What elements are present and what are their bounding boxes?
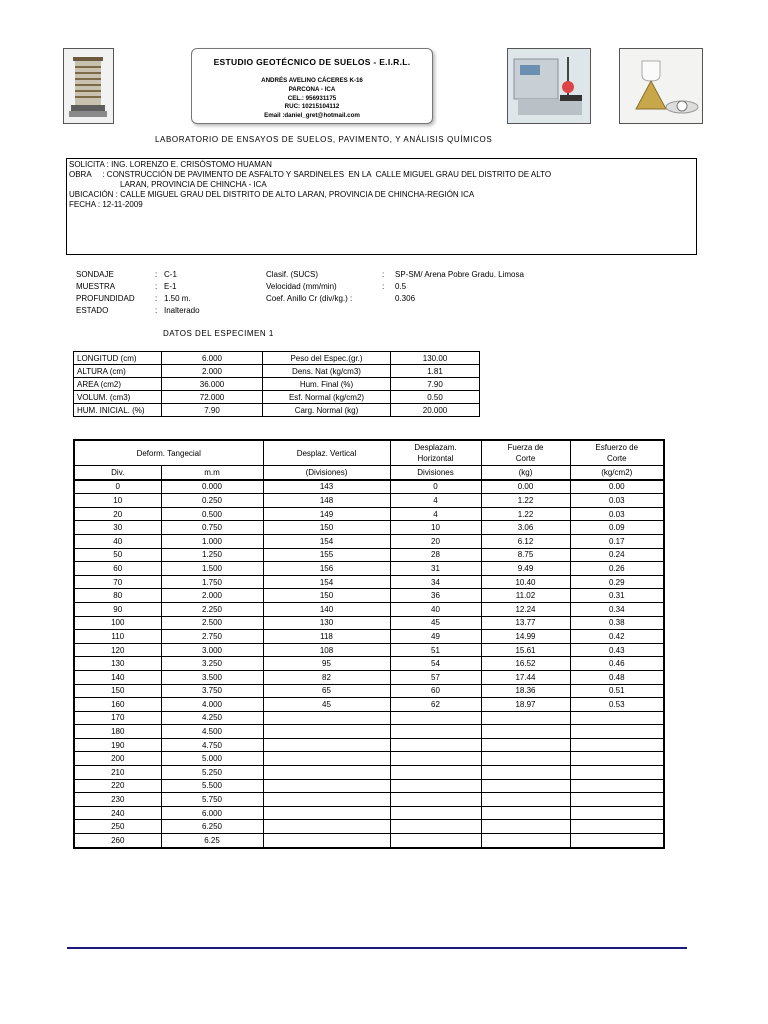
table-cell: 4.250 [161,711,263,725]
specimen-cell: 130.00 [391,352,480,365]
table-cell: 1.250 [161,548,263,562]
table-cell [263,779,390,793]
table-cell [263,793,390,807]
solicita-line: SOLICITA : ING. LORENZO E. CRISÓSTOMO HUAMAN [69,160,272,169]
table-cell: 60 [74,562,161,576]
company-ruc: RUC: 10215104112 [284,103,340,111]
table-row [74,806,664,820]
table-cell: 200 [74,752,161,766]
table-cell: 13.77 [481,616,570,630]
table-cell: 12.24 [481,602,570,616]
table-cell [263,725,390,739]
table-cell [481,834,570,848]
unit-divisiones-horizontal: Divisiones [390,466,481,480]
coef-label: Coef. Anillo Cr (div/kg.) : [266,294,353,303]
table-row [74,738,664,752]
specimen-cell: LONGITUD (cm) [74,352,162,365]
table-cell: 0.00 [481,480,570,494]
table-row [74,779,664,793]
table-cell: 34 [390,575,481,589]
obra-line-2: LARAN, PROVINCIA DE CHINCHA - ICA [120,180,267,189]
table-cell: 6.000 [161,806,263,820]
cone-apparatus-photo [619,48,703,124]
table-cell: 154 [263,534,390,548]
table-cell [390,725,481,739]
ubicacion-line: UBICACIÓN : CALLE MIGUEL GRAU DEL DISTRITO DE ALTO LARAN, PROVINCIA DE CHINCHA-REGIÓN ICA [69,190,475,199]
table-row [74,725,664,739]
unit-mm: m.m [161,466,263,480]
table-cell: 0.03 [570,494,664,508]
table-cell: 50 [74,548,161,562]
table-cell: 130 [263,616,390,630]
table-cell: 154 [263,575,390,589]
table-cell: 260 [74,834,161,848]
specimen-cell: Hum. Final (%) [263,378,391,391]
table-row [74,480,664,494]
table-cell: 6.12 [481,534,570,548]
velocidad-colon: : [382,282,385,291]
table-cell: 100 [74,616,161,630]
specimen-row [74,352,480,365]
table-row [74,589,664,603]
muestra-label: MUESTRA [76,282,116,291]
specimen-table [73,351,480,417]
table-cell [390,779,481,793]
table-cell [481,738,570,752]
table-cell: 0.750 [161,521,263,535]
profundidad-colon: : [155,294,158,303]
specimen-cell: AREA (cm2) [74,378,162,391]
table-cell: 10.40 [481,575,570,589]
table-cell: 10 [74,494,161,508]
table-row [74,657,664,671]
table-cell: 190 [74,738,161,752]
table-row [74,630,664,644]
header-desplaz-horizontal: Desplazam. Horizontal [390,440,481,466]
table-cell: 3.250 [161,657,263,671]
table-row [74,752,664,766]
table-cell: 2.000 [161,589,263,603]
velocidad-value: 0.5 [395,282,407,291]
table-row [74,684,664,698]
velocidad-label: Velocidad (mm/min) [266,282,337,291]
muestra-value: E-1 [164,282,177,291]
table-cell: 45 [390,616,481,630]
table-cell: 9.49 [481,562,570,576]
specimen-cell: 6.000 [162,352,263,365]
specimen-cell: 36.000 [162,378,263,391]
header-esfuerzo-corte: Esfuerzo de Corte [570,440,664,466]
company-header [191,48,433,124]
unit-div: Div. [74,466,161,480]
sondaje-colon: : [155,270,158,279]
table-cell: 1.500 [161,562,263,576]
table-cell: 250 [74,820,161,834]
table-cell: 0.000 [161,480,263,494]
table-cell: 18.97 [481,698,570,712]
table-cell: 4.750 [161,738,263,752]
specimen-cell: 7.90 [162,404,263,417]
header-deform-tangecial: Deform. Tangecial [74,440,263,466]
table-cell: 14.99 [481,630,570,644]
shear-data-table [73,439,665,849]
table-cell [481,806,570,820]
table-cell: 0.42 [570,630,664,644]
table-cell [481,820,570,834]
table-cell: 150 [74,684,161,698]
company-phone: CEL.: 956931175 [287,94,337,102]
table-cell: 0 [74,480,161,494]
table-cell: 0.46 [570,657,664,671]
table-row [74,698,664,712]
table-cell: 1.000 [161,534,263,548]
table-cell: 3.500 [161,670,263,684]
specimen-cell: 72.000 [162,391,263,404]
table-cell [263,806,390,820]
table-cell [390,738,481,752]
table-cell: 0.29 [570,575,664,589]
table-row [74,616,664,630]
table-cell: 155 [263,548,390,562]
table-cell: 4.000 [161,698,263,712]
table-cell [570,793,664,807]
specimen-cell: 0.50 [391,391,480,404]
table-cell [481,725,570,739]
table-cell: 143 [263,480,390,494]
company-name: ESTUDIO GEOTÉCNICO DE SUELOS - E.I.R.L. [213,57,411,67]
table-cell: 2.500 [161,616,263,630]
specimen-row [74,378,480,391]
table-cell [570,725,664,739]
table-cell [390,806,481,820]
table-cell: 45 [263,698,390,712]
table-cell: 3.000 [161,643,263,657]
table-cell: 2.250 [161,602,263,616]
table-cell: 0.26 [570,562,664,576]
table-cell: 31 [390,562,481,576]
table-cell: 0.17 [570,534,664,548]
specimen-cell: 1.81 [391,365,480,378]
table-cell [390,793,481,807]
table-cell: 140 [263,602,390,616]
table-cell: 11.02 [481,589,570,603]
specimen-row [74,391,480,404]
table-cell [570,752,664,766]
table-cell: 16.52 [481,657,570,671]
table-cell: 54 [390,657,481,671]
table-cell: 4 [390,507,481,521]
table-cell: 17.44 [481,670,570,684]
table-cell: 210 [74,766,161,780]
table-cell: 36 [390,589,481,603]
table-cell [263,766,390,780]
specimen-cell: Esf. Normal (kg/cm2) [263,391,391,404]
table-cell: 130 [74,657,161,671]
sondaje-label: SONDAJE [76,270,114,279]
lab-equipment-photo [507,48,591,124]
table-row [74,670,664,684]
table-cell: 40 [390,602,481,616]
table-cell: 65 [263,684,390,698]
table-cell: 6.25 [161,834,263,848]
table-cell [263,752,390,766]
specimen-cell: 2.000 [162,365,263,378]
table-cell: 8.75 [481,548,570,562]
table-cell [570,806,664,820]
table-row [74,548,664,562]
table-cell: 51 [390,643,481,657]
lab-title: LABORATORIO DE ENSAYOS DE SUELOS, PAVIMENTO, Y ANÁLISIS QUÍMICOS [155,135,493,144]
table-cell [570,738,664,752]
unit-kg: (kg) [481,466,570,480]
table-cell [570,711,664,725]
table-cell: 0.48 [570,670,664,684]
table-cell [481,793,570,807]
table-cell: 1.22 [481,494,570,508]
header-fuerza-corte: Fuerza de Corte [481,440,570,466]
table-cell: 6.250 [161,820,263,834]
table-cell [390,766,481,780]
table-cell: 150 [263,521,390,535]
table-cell [390,820,481,834]
table-row [74,711,664,725]
estado-colon: : [155,306,158,315]
table-cell: 0 [390,480,481,494]
table-cell: 170 [74,711,161,725]
table-cell [390,711,481,725]
table-cell [570,779,664,793]
specimen-title: DATOS DEL ESPECIMEN 1 [163,329,274,338]
specimen-cell: ALTURA (cm) [74,365,162,378]
table-cell: 95 [263,657,390,671]
header-desplaz-vertical: Desplaz. Vertical [263,440,390,466]
table-cell: 4 [390,494,481,508]
table-cell: 140 [74,670,161,684]
unit-divisiones-vertical: (Divisiones) [263,466,390,480]
table-cell: 220 [74,779,161,793]
table-cell: 0.51 [570,684,664,698]
table-row [74,766,664,780]
company-address: ANDRÉS AVELINO CÁCERES K-16 [261,77,363,84]
table-cell: 62 [390,698,481,712]
profundidad-value: 1.50 m. [164,294,191,303]
table-cell [570,766,664,780]
table-cell: 108 [263,643,390,657]
table-cell: 5.250 [161,766,263,780]
table-row [74,507,664,521]
footer-rule [67,947,687,949]
table-cell [481,711,570,725]
table-cell: 0.250 [161,494,263,508]
company-city: PARCONA - ICA [288,85,336,93]
table-cell: 230 [74,793,161,807]
table-cell: 57 [390,670,481,684]
specimen-cell: Carg. Normal (kg) [263,404,391,417]
table-cell: 0.34 [570,602,664,616]
table-cell [570,820,664,834]
table-cell: 0.500 [161,507,263,521]
table-row [74,602,664,616]
company-email: Email :daniel_gret@hotmail.com [264,112,360,120]
table-cell [481,766,570,780]
table-cell: 20 [390,534,481,548]
table-cell: 150 [263,589,390,603]
table-cell: 5.500 [161,779,263,793]
table-row [74,575,664,589]
table-cell: 82 [263,670,390,684]
specimen-cell: Peso del Espec.(gr.) [263,352,391,365]
table-cell: 5.000 [161,752,263,766]
table-row [74,643,664,657]
table-row [74,562,664,576]
table-cell [390,752,481,766]
specimen-cell: 20.000 [391,404,480,417]
table-cell: 0.38 [570,616,664,630]
table-cell [570,834,664,848]
ring-apparatus-photo [63,48,114,124]
table-cell: 0.24 [570,548,664,562]
specimen-cell: HUM. INICIAL. (%) [74,404,162,417]
table-cell: 40 [74,534,161,548]
table-cell: 28 [390,548,481,562]
table-cell: 49 [390,630,481,644]
unit-kg-cm2: (kg/cm2) [570,466,664,480]
table-cell: 0.31 [570,589,664,603]
table-cell [390,834,481,848]
table-cell: 4.500 [161,725,263,739]
table-cell [481,752,570,766]
table-cell [263,711,390,725]
fecha-line: FECHA : 12-11-2009 [69,200,143,209]
specimen-cell: Dens. Nat (kg/cm3) [263,365,391,378]
table-cell: 10 [390,521,481,535]
table-cell: 148 [263,494,390,508]
project-info-box [66,158,697,255]
table-row [74,534,664,548]
table-cell: 70 [74,575,161,589]
table-cell: 1.22 [481,507,570,521]
clasif-label: Clasif. (SUCS) [266,270,319,279]
table-cell: 0.43 [570,643,664,657]
table-cell: 30 [74,521,161,535]
table-cell: 120 [74,643,161,657]
specimen-cell: 7.90 [391,378,480,391]
table-cell: 1.750 [161,575,263,589]
table-cell: 118 [263,630,390,644]
muestra-colon: : [155,282,158,291]
table-cell: 240 [74,806,161,820]
sondaje-value: C-1 [164,270,177,279]
table-cell [481,779,570,793]
table-cell [263,738,390,752]
obra-line: OBRA : CONSTRUCCIÓN DE PAVIMENTO DE ASFALTO Y SARDINELES EN LA CALLE MIGUEL GRAU DEL DISTRITO DE ALTO [69,170,552,179]
table-cell: 5.750 [161,793,263,807]
table-cell [263,834,390,848]
table-cell: 2.750 [161,630,263,644]
coef-value: 0.306 [395,294,416,303]
table-cell: 3.06 [481,521,570,535]
table-cell [263,820,390,834]
clasif-value: SP-SM/ Arena Pobre Gradu. Limosa [395,270,524,279]
table-cell: 0.03 [570,507,664,521]
estado-value: Inalterado [164,306,200,315]
table-cell: 20 [74,507,161,521]
table-cell: 0.53 [570,698,664,712]
table-cell: 149 [263,507,390,521]
table-cell: 15.61 [481,643,570,657]
table-cell: 60 [390,684,481,698]
specimen-row [74,404,480,417]
table-row [74,494,664,508]
table-row [74,820,664,834]
table-cell: 3.750 [161,684,263,698]
profundidad-label: PROFUNDIDAD [76,294,135,303]
table-cell: 18.36 [481,684,570,698]
table-cell: 180 [74,725,161,739]
specimen-row [74,365,480,378]
specimen-cell: VOLUM. (cm3) [74,391,162,404]
table-cell: 110 [74,630,161,644]
estado-label: ESTADO [76,306,109,315]
table-cell: 0.00 [570,480,664,494]
table-cell: 90 [74,602,161,616]
table-cell: 160 [74,698,161,712]
table-cell: 156 [263,562,390,576]
table-cell: 80 [74,589,161,603]
clasif-colon: : [382,270,385,279]
table-row [74,834,664,848]
table-cell: 0.09 [570,521,664,535]
table-row [74,793,664,807]
table-row [74,521,664,535]
